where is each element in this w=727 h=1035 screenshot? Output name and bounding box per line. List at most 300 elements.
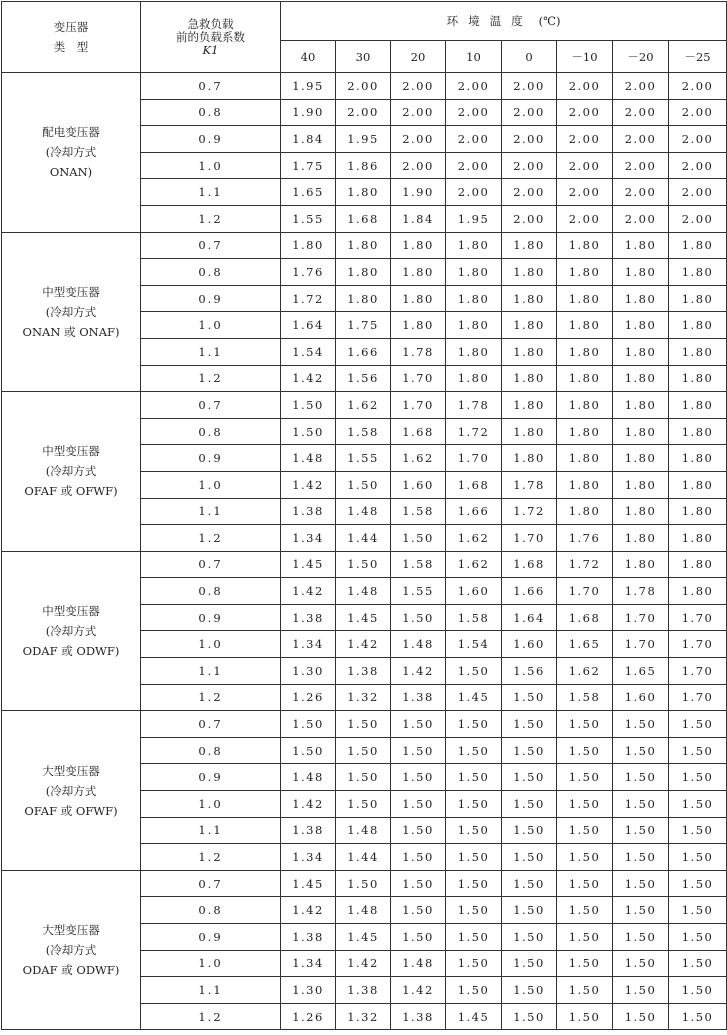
load-value-cell: 1.80 [391,232,446,259]
load-value-cell: 1.70 [391,365,446,392]
load-value-cell: 1.80 [613,338,669,365]
load-value-cell: 1.50 [557,977,613,1004]
load-value-cell: 1.42 [281,791,336,818]
load-value-cell: 2.00 [391,73,446,100]
load-value-cell: 1.55 [336,445,391,472]
load-value-cell: 1.72 [557,551,613,578]
load-value-cell: 1.50 [669,924,727,951]
load-value-cell: 2.00 [446,179,502,206]
load-value-cell: 1.50 [557,711,613,738]
transformer-type-line: 中型变压器 [42,284,100,299]
load-value-cell: 1.80 [613,259,669,286]
load-value-cell: 1.50 [669,1003,727,1030]
load-value-cell: 1.80 [613,312,669,339]
load-value-cell: 1.80 [669,285,727,312]
load-factor-cell: 0.7 [141,73,281,100]
load-value-cell: 1.50 [446,844,502,871]
load-factor-cell: 0.9 [141,604,281,631]
load-value-cell: 1.80 [669,578,727,605]
load-value-cell: 1.38 [391,1003,446,1030]
load-value-cell: 1.66 [336,338,391,365]
load-value-cell: 1.80 [669,551,727,578]
temperature-column-header: 40 [281,41,336,73]
load-value-cell: 1.80 [502,259,557,286]
load-value-cell: 2.00 [446,126,502,153]
load-value-cell: 1.80 [669,365,727,392]
table-row [2,392,727,419]
load-value-cell: 1.50 [502,977,557,1004]
load-value-cell: 1.80 [557,338,613,365]
load-value-cell: 1.70 [613,604,669,631]
load-value-cell: 1.50 [613,737,669,764]
load-factor-header [141,2,281,73]
load-value-cell: 1.60 [502,631,557,658]
load-value-cell: 1.50 [446,791,502,818]
load-value-cell: 1.80 [446,365,502,392]
load-value-cell: 1.42 [391,658,446,685]
load-value-cell: 1.45 [446,1003,502,1030]
load-value-cell: 2.00 [669,126,727,153]
load-factor-cell: 1.0 [141,152,281,179]
transformer-type-line: (冷却方式 [45,145,97,160]
load-factor-cell: 0.9 [141,764,281,791]
transformer-type-line: OFAF 或 OFWF) [24,803,118,818]
transformer-type-line: 大型变压器 [42,923,100,938]
load-value-cell: 1.80 [669,471,727,498]
load-value-cell: 1.80 [669,259,727,286]
transformer-type-line: (冷却方式 [45,943,97,958]
type-header-line: 变压器 [53,20,89,34]
load-value-cell: 1.50 [502,737,557,764]
load-value-cell: 1.45 [281,551,336,578]
load-value-cell: 1.80 [613,445,669,472]
load-value-cell: 1.80 [281,232,336,259]
load-value-cell: 1.80 [557,418,613,445]
load-factor-cell: 1.0 [141,471,281,498]
load-value-cell: 1.50 [669,977,727,1004]
transformer-type-cell [2,392,141,552]
load-value-cell: 1.54 [446,631,502,658]
load-value-cell: 1.50 [669,737,727,764]
transformer-type-line: ODAF 或 ODWF) [22,963,120,978]
load-factor-cell: 1.1 [141,498,281,525]
load-value-cell: 1.60 [391,471,446,498]
load-value-cell: 1.80 [613,365,669,392]
load-value-cell: 1.66 [502,578,557,605]
load-value-cell: 1.95 [281,73,336,100]
load-value-cell: 1.50 [557,924,613,951]
load-value-cell: 1.45 [281,870,336,897]
load-value-cell: 1.80 [669,338,727,365]
load-factor-cell: 1.0 [141,950,281,977]
load-value-cell: 2.00 [336,99,391,126]
load-value-cell: 1.70 [391,392,446,419]
ambient-temperature-header [281,2,727,41]
load-value-cell: 1.80 [502,338,557,365]
load-value-cell: 1.42 [281,365,336,392]
load-value-cell: 1.75 [281,152,336,179]
load-value-cell: 2.00 [613,179,669,206]
load-factor-cell: 1.1 [141,817,281,844]
load-value-cell: 1.26 [281,1003,336,1030]
load-value-cell: 1.80 [391,259,446,286]
load-value-cell: 1.50 [391,604,446,631]
load-factor-cell: 0.8 [141,418,281,445]
load-value-cell: 1.80 [669,498,727,525]
load-value-cell: 1.50 [391,791,446,818]
load-value-cell: 1.50 [502,684,557,711]
load-value-cell: 1.68 [391,418,446,445]
load-value-cell: 1.32 [336,684,391,711]
load-value-cell: 1.48 [281,764,336,791]
load-value-cell: 1.50 [669,817,727,844]
load-factor-cell: 0.8 [141,259,281,286]
load-value-cell: 2.00 [502,152,557,179]
load-value-cell: 1.68 [336,205,391,232]
temperature-column-header: －10 [557,41,613,73]
load-value-cell: 1.80 [669,232,727,259]
transformer-type-line: OFAF 或 OFWF) [24,484,118,499]
transformer-type-cell [2,870,141,1030]
load-factor-cell: 0.7 [141,551,281,578]
load-value-cell: 1.80 [502,285,557,312]
load-value-cell: 1.80 [502,445,557,472]
load-value-cell: 1.70 [669,684,727,711]
load-value-cell: 1.95 [446,205,502,232]
transformer-type-line: 大型变压器 [42,763,100,778]
load-value-cell: 2.00 [669,152,727,179]
load-value-cell: 2.00 [613,99,669,126]
load-factor-cell: 0.7 [141,232,281,259]
load-value-cell: 1.44 [336,844,391,871]
load-value-cell: 1.80 [502,312,557,339]
load-value-cell: 2.00 [613,152,669,179]
table-row [2,711,727,738]
load-value-cell: 1.50 [613,924,669,951]
load-value-cell: 1.50 [281,392,336,419]
load-value-cell: 1.64 [281,312,336,339]
load-factor-cell: 0.8 [141,737,281,764]
load-value-cell: 1.50 [446,817,502,844]
load-value-cell: 1.38 [281,817,336,844]
load-value-cell: 1.50 [446,924,502,951]
load-value-cell: 1.50 [336,711,391,738]
load-value-cell: 1.42 [391,977,446,1004]
load-value-cell: 1.80 [557,312,613,339]
load-value-cell: 2.00 [613,205,669,232]
load-value-cell: 2.00 [502,99,557,126]
load-value-cell: 1.50 [391,924,446,951]
load-value-cell: 1.80 [613,418,669,445]
load-value-cell: 1.48 [336,817,391,844]
load-value-cell: 2.00 [557,73,613,100]
transformer-type-line: (冷却方式 [45,783,97,798]
load-value-cell: 1.80 [502,232,557,259]
load-factor-cell: 1.0 [141,791,281,818]
load-value-cell: 1.26 [281,684,336,711]
load-value-cell: 1.50 [446,870,502,897]
load-value-cell: 1.80 [446,312,502,339]
table-body [2,73,727,1030]
load-value-cell: 1.80 [557,471,613,498]
type-header-line: 类 型 [53,40,89,54]
load-value-cell: 1.38 [281,924,336,951]
load-value-cell: 1.80 [446,259,502,286]
temperature-column-header: 0 [502,41,557,73]
load-value-cell: 1.80 [613,551,669,578]
load-value-cell: 1.50 [669,870,727,897]
load-value-cell: 1.42 [281,471,336,498]
transformer-type-cell [2,73,141,233]
load-value-cell: 1.48 [336,897,391,924]
load-value-cell: 1.58 [446,604,502,631]
load-value-cell: 1.80 [557,259,613,286]
load-value-cell: 1.42 [336,950,391,977]
load-value-cell: 1.80 [557,498,613,525]
load-value-cell: 1.50 [613,897,669,924]
load-value-cell: 2.00 [502,179,557,206]
load-value-cell: 1.50 [281,737,336,764]
load-value-cell: 1.50 [502,870,557,897]
load-value-cell: 2.00 [446,73,502,100]
load-value-cell: 1.80 [669,445,727,472]
load-value-cell: 1.80 [502,392,557,419]
load-value-cell: 1.80 [446,338,502,365]
transformer-type-line: (冷却方式 [45,304,97,319]
load-value-cell: 1.48 [336,498,391,525]
load-value-cell: 1.80 [336,232,391,259]
load-value-cell: 1.50 [669,844,727,871]
load-value-cell: 1.80 [391,285,446,312]
load-factor-cell: 1.2 [141,1003,281,1030]
transformer-type-line: 中型变压器 [42,444,100,459]
transformer-type-line: (冷却方式 [45,464,97,479]
load-value-cell: 1.80 [669,392,727,419]
load-value-cell: 1.80 [613,525,669,552]
load-factor-cell: 0.9 [141,126,281,153]
load-value-cell: 1.50 [613,817,669,844]
load-value-cell: 1.42 [281,897,336,924]
load-value-cell: 1.50 [446,977,502,1004]
load-value-cell: 1.50 [502,817,557,844]
load-value-cell: 1.50 [502,764,557,791]
load-value-cell: 1.70 [502,525,557,552]
load-value-cell: 1.34 [281,950,336,977]
load-value-cell: 1.50 [391,844,446,871]
load-factor-cell: 0.9 [141,924,281,951]
load-value-cell: 1.80 [446,232,502,259]
load-factor-cell: 1.2 [141,525,281,552]
load-value-cell: 1.50 [557,1003,613,1030]
load-value-cell: 1.50 [502,924,557,951]
load-value-cell: 1.50 [613,711,669,738]
load-value-cell: 1.30 [281,658,336,685]
load-factor-cell: 1.2 [141,684,281,711]
load-value-cell: 1.50 [446,897,502,924]
load-value-cell: 1.90 [391,179,446,206]
load-value-cell: 1.34 [281,525,336,552]
load-value-cell: 2.00 [557,99,613,126]
load-factor-cell: 0.7 [141,711,281,738]
load-value-cell: 1.80 [336,259,391,286]
transformer-type-line: ONAN) [49,165,93,180]
load-value-cell: 1.66 [446,498,502,525]
load-value-cell: 1.80 [669,312,727,339]
load-value-cell: 1.50 [669,711,727,738]
load-value-cell: 1.50 [613,977,669,1004]
load-value-cell: 1.50 [336,764,391,791]
load-value-cell: 1.50 [557,844,613,871]
transformer-type-line: ODAF 或 ODWF) [22,643,120,658]
load-value-cell: 1.45 [336,604,391,631]
load-value-cell: 1.45 [336,924,391,951]
load-value-cell: 1.58 [391,498,446,525]
load-value-cell: 1.84 [391,205,446,232]
load-value-cell: 1.55 [281,205,336,232]
load-value-cell: 1.42 [281,578,336,605]
load-value-cell: 1.65 [281,179,336,206]
document-page [1,1,727,1030]
load-value-cell: 1.50 [557,791,613,818]
load-value-cell: 1.50 [557,817,613,844]
load-value-cell: 1.70 [613,631,669,658]
temperature-column-header: 30 [336,41,391,73]
load-value-cell: 1.50 [446,737,502,764]
load-value-cell: 1.50 [502,897,557,924]
load-factor-cell: 1.1 [141,338,281,365]
load-value-cell: 1.72 [446,418,502,445]
load-value-cell: 1.50 [336,870,391,897]
load-value-cell: 1.70 [669,658,727,685]
load-value-cell: 1.50 [391,711,446,738]
load-value-cell: 1.80 [557,392,613,419]
load-factor-cell: 0.9 [141,445,281,472]
load-factor-cell: 1.2 [141,844,281,871]
load-value-cell: 1.50 [613,844,669,871]
load-value-cell: 2.00 [669,179,727,206]
load-value-cell: 1.80 [336,285,391,312]
load-value-cell: 1.80 [557,232,613,259]
load-value-cell: 1.48 [391,950,446,977]
load-value-cell: 2.00 [391,152,446,179]
transformer-type-line: 配电变压器 [42,125,100,140]
load-value-cell: 1.68 [446,471,502,498]
load-value-cell: 1.50 [391,817,446,844]
load-value-cell: 1.78 [446,392,502,419]
load-value-cell: 1.80 [613,392,669,419]
load-value-cell: 1.50 [669,791,727,818]
load-value-cell: 1.32 [336,1003,391,1030]
load-factor-cell: 1.2 [141,205,281,232]
load-value-cell: 1.80 [613,498,669,525]
transformer-type-line: 中型变压器 [42,603,100,618]
transformer-type-cell [2,551,141,711]
load-value-cell: 1.68 [557,604,613,631]
load-value-cell: 2.00 [669,205,727,232]
load-value-cell: 1.80 [557,365,613,392]
load-value-cell: 1.30 [281,977,336,1004]
load-value-cell: 2.00 [669,73,727,100]
load-value-cell: 1.65 [613,658,669,685]
load-value-cell: 1.80 [446,285,502,312]
load-value-cell: 1.58 [391,551,446,578]
load-value-cell: 1.70 [446,445,502,472]
load-value-cell: 1.38 [281,604,336,631]
load-value-cell: 2.00 [446,152,502,179]
load-factor-cell: 0.8 [141,99,281,126]
load-value-cell: 1.54 [281,338,336,365]
load-factor-cell: 0.8 [141,578,281,605]
load-value-cell: 1.50 [502,950,557,977]
load-value-cell: 1.34 [281,631,336,658]
load-value-cell: 1.60 [446,578,502,605]
transformer-type-line: (冷却方式 [45,623,97,638]
load-value-cell: 1.80 [613,232,669,259]
load-value-cell: 1.62 [336,392,391,419]
load-value-cell: 1.75 [336,312,391,339]
load-value-cell: 1.78 [502,471,557,498]
load-value-cell: 1.50 [336,791,391,818]
load-value-cell: 1.50 [669,897,727,924]
load-value-cell: 1.50 [613,791,669,818]
load-value-cell: 2.00 [613,126,669,153]
load-value-cell: 1.80 [391,312,446,339]
load-value-cell: 1.72 [502,498,557,525]
load-value-cell: 1.76 [557,525,613,552]
load-value-cell: 2.00 [502,73,557,100]
load-value-cell: 1.45 [446,684,502,711]
load-value-cell: 1.50 [613,870,669,897]
load-value-cell: 1.50 [446,764,502,791]
load-value-cell: 1.76 [281,259,336,286]
load-factor-cell: 1.0 [141,631,281,658]
load-factor-cell: 1.1 [141,658,281,685]
load-factor-cell: 1.1 [141,977,281,1004]
load-value-cell: 1.56 [336,365,391,392]
load-value-cell: 1.50 [557,764,613,791]
emergency-load-table [1,1,727,1030]
load-value-cell: 1.58 [336,418,391,445]
load-value-cell: 1.90 [281,99,336,126]
load-factor-cell: 0.8 [141,897,281,924]
load-value-cell: 1.60 [613,684,669,711]
load-value-cell: 1.50 [502,791,557,818]
load-factor-cell: 1.1 [141,179,281,206]
transformer-type-header [2,2,141,73]
load-value-cell: 1.50 [613,1003,669,1030]
load-value-cell: 1.80 [336,179,391,206]
load-value-cell: 1.72 [281,285,336,312]
load-value-cell: 1.48 [391,631,446,658]
load-value-cell: 1.50 [446,711,502,738]
load-value-cell: 1.80 [502,365,557,392]
load-value-cell: 1.62 [446,551,502,578]
load-value-cell: 1.78 [613,578,669,605]
load-value-cell: 1.50 [557,950,613,977]
load-value-cell: 1.80 [669,525,727,552]
load-factor-cell: 0.7 [141,392,281,419]
load-value-cell: 2.00 [669,99,727,126]
load-value-cell: 2.00 [502,126,557,153]
load-value-cell: 1.62 [446,525,502,552]
load-value-cell: 1.50 [613,950,669,977]
load-value-cell: 1.50 [391,764,446,791]
load-value-cell: 1.65 [557,631,613,658]
load-value-cell: 1.55 [391,578,446,605]
temperature-column-header: 10 [446,41,502,73]
load-value-cell: 1.56 [502,658,557,685]
table-row [2,551,727,578]
